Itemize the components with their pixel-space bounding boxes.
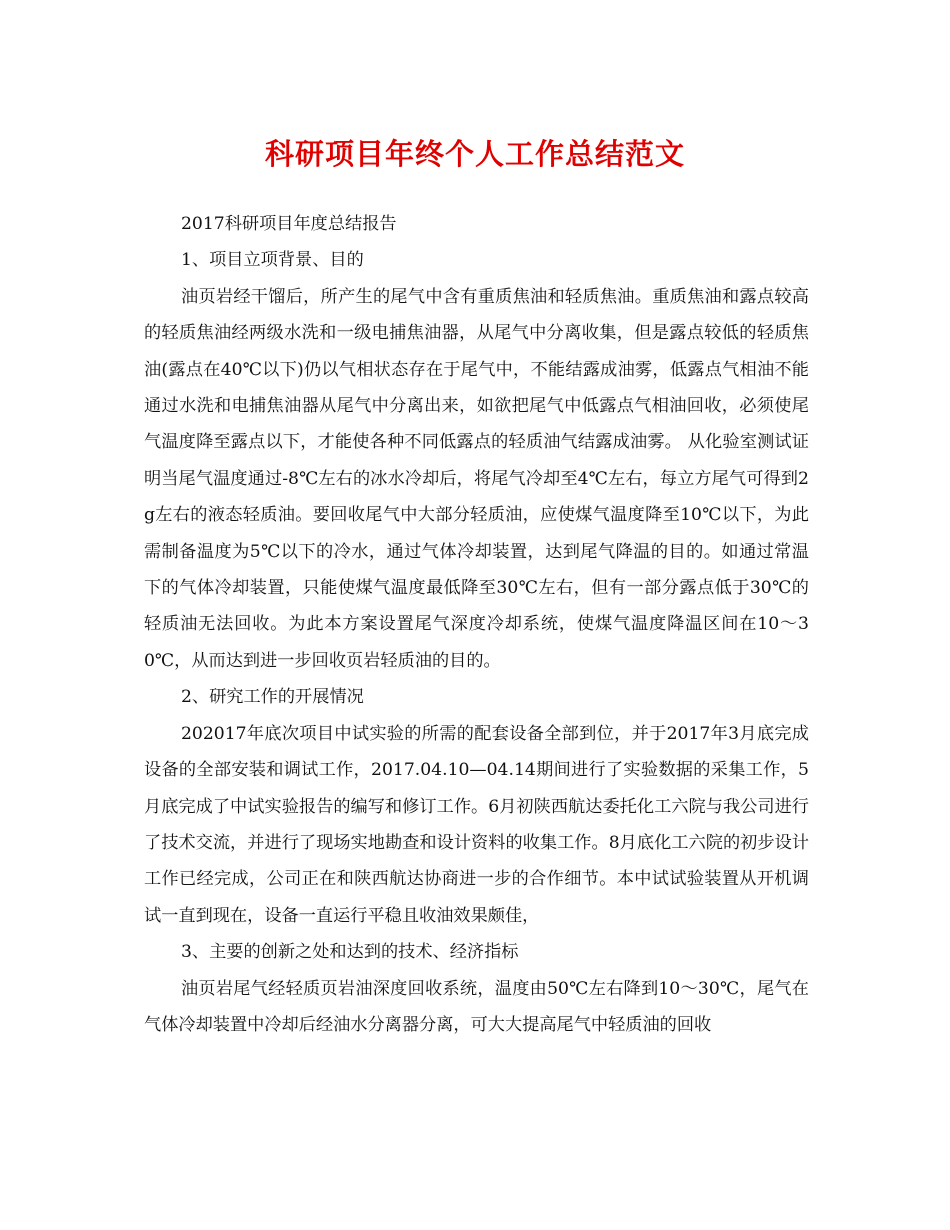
paragraph-progress: 202017年底次项目中试实验的所需的配套设备全部到位，并于2017年3月底完成设备的全部安装和调试工作，2017.04.10—04.14期间进行了实验数据的采集工作，5月底完成了中试实验报告的编写和修订工作。6月初陕西航达委托化工六院与我公司进行了技术交流，并进行了现场实地勘查和设计资料的收集工作。8月底化工六院的初步设计工作已经完成，公司正在和陕西航达协商进一步的合作细节。本中试试验装置从开机调试一直到现在，设备一直运行平稳且收油效果颇佳， <box>144 723 809 926</box>
paragraph-innovation: 油页岩尾气经轻质页岩油深度回收系统，温度由50℃左右降到10～30℃，尾气在气体冷却装置中冷却后经油水分离器分离，可大大提高尾气中轻质油的回收 <box>144 978 809 1035</box>
section-heading-progress: 2、研究工作的开展情况 <box>181 687 364 708</box>
document-body <box>144 206 809 1043</box>
section-heading-innovation: 3、主要的创新之处和达到的技术、经济指标 <box>181 942 519 963</box>
document-title: 科研项目年终个人工作总结范文 <box>264 137 685 171</box>
paragraph-report-heading: 2017科研项目年度总结报告 <box>181 214 397 234</box>
section-heading-background: 1、项目立项背景、目的 <box>181 250 364 271</box>
paragraph-background: 油页岩经干馏后，所产生的尾气中含有重质焦油和轻质焦油。重质焦油和露点较高的轻质焦油经两级水洗和一级电捕焦油器，从尾气中分离收集，但是露点较低的轻质焦油(露点在40℃以下)仍以气相状态存在于尾气中，不能结露成油雾，低露点气相油不能通过水洗和电捕焦油器从尾气中分离出来，如欲把尾气中低露点气相油回收，必须使尾气温度降至露点以下，才能使各种不同低露点的轻质油气结露成油雾。 从化验室测试证明当尾气温度通过-8℃左右的冰水冷却后，将尾气冷却至4℃左右，每立方尾气可得到2 g左右的液态轻质油。要回收尾气中大部分轻质油，应使煤气温度降至10℃以下，为此需制备温度为5℃以下的冷水，通过气体冷却装置，达到尾气降温的目的。如通过常温下的气体冷却装置，只能使煤气温度最低降至30℃左右，但有一部分露点低于30℃的轻质油无法回收。为此本方案设置尾气深度冷却系统，使煤气温度降温区间在10～30℃，从而达到进一步回收页岩轻质油的目的。 <box>144 286 809 671</box>
